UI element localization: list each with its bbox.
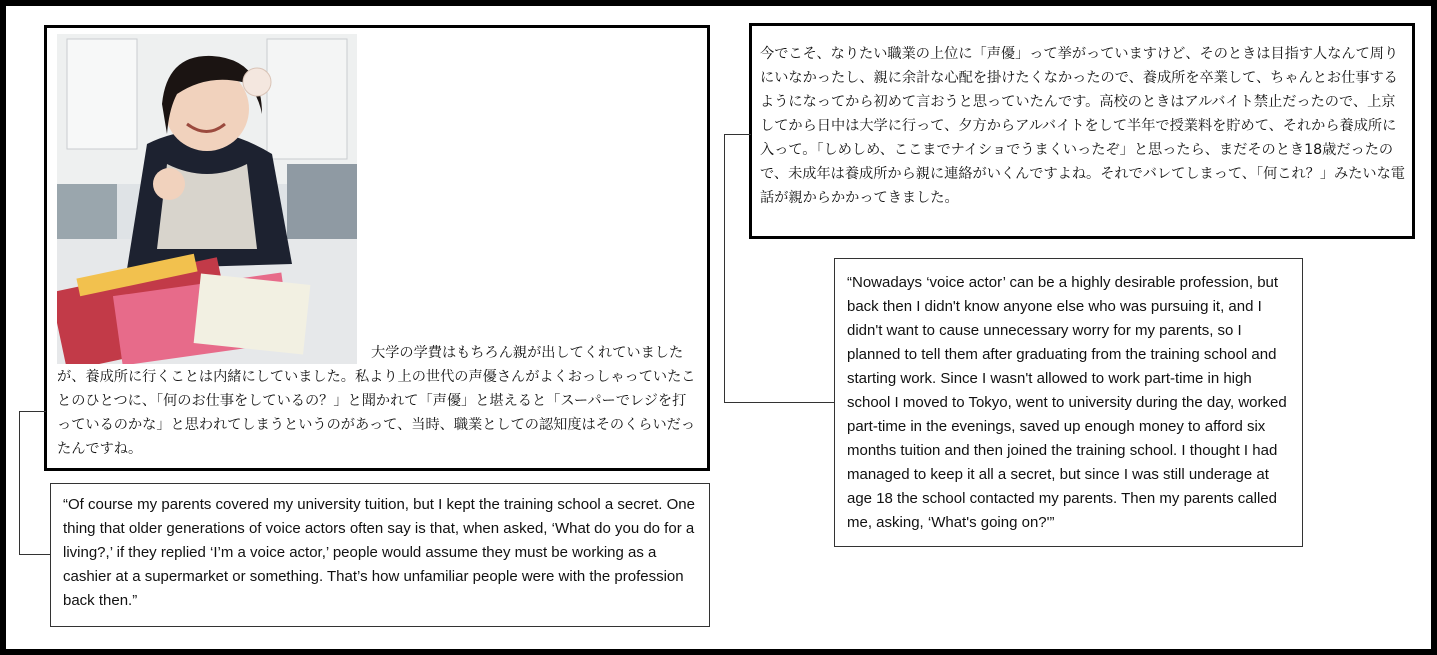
- connector-line-right: [724, 134, 725, 403]
- connector-line-left: [19, 411, 20, 555]
- japanese-text-left: 大学の学費はもちろん親が出してくれていましたが、養成所に行くことは内緒にしていました。私より上の世代の声優さんがよくおっしゃっていたことのひとつに、「何のお仕事をしているの？」と聞かれて「声優」と堪えると「スーパーでレジを打っているのかな」と思われてしまうというのがあって、当時、職業としての認知度はそのくらいだったんですね。: [57, 345, 696, 457]
- english-text-box-right: [834, 258, 1303, 547]
- page: [6, 6, 1431, 649]
- japanese-text-right: 今でこそ、なりたい職業の上位に「声優」って挙がっていますけど、そのときは目指す人なんて周りにいなかったし、親に余計な心配を掛けたくなかったので、養成所を卒業して、ちゃんとお仕事するようになってから初めて言おうと思っていたんです。高校のときはアルバイト禁止だったので、上京してから日中は大学に行って、夕方からアルバイトをして半年で授業料を貯めて、それから養成所に入って。「しめしめ、ここまでナイショでうまくいったぞ」と思ったら、まだそのとき18歳だったので、未成年は養成所から親に連絡がいくんですよね。それでバレてしまって、「何これ？」みたいな電話が親からかかってきました。: [760, 46, 1405, 206]
- connector-line-right-top: [724, 134, 751, 135]
- japanese-text-box-right: [749, 23, 1415, 239]
- connector-line-left-top: [19, 411, 46, 412]
- english-text-right: “Nowadays ‘voice actor’ can be a highly desirable profession, but back then I didn't know anyone else who was pursuing it, and I didn't want to cause unnecessary worry for my parents, so I planned to tell them after graduating from the training school and starting work. Since I wasn't allowed to work part-time in high school I moved to Tokyo, went to university during the day, worked part-time in the evenings, saved up enough money to afford six months tuition and then joined the training school. I thought I had managed to keep it all a secret, but since I was still underage at age 18 the school contacted my parents. Then my parents called me, asking, ‘What's going on?'”: [847, 274, 1287, 531]
- connector-line-right-bottom: [724, 402, 835, 403]
- english-text-left: “Of course my parents covered my university tuition, but I kept the training school a secret. One thing that older generations of voice actors often say is that, when asked, ‘What do you do for a living?,’ if they replied ‘I’m a voice actor,’ people would assume they must be working as a cashier at a supermarket or something. That’s how unfamiliar people were with the profession back then.”: [63, 496, 695, 609]
- smiling-woman-with-magazines-photo: [57, 34, 357, 364]
- connector-line-left-bottom: [19, 554, 51, 555]
- japanese-text-box-left: [44, 25, 710, 471]
- english-text-box-left: [50, 483, 710, 627]
- interview-photo: [57, 34, 357, 364]
